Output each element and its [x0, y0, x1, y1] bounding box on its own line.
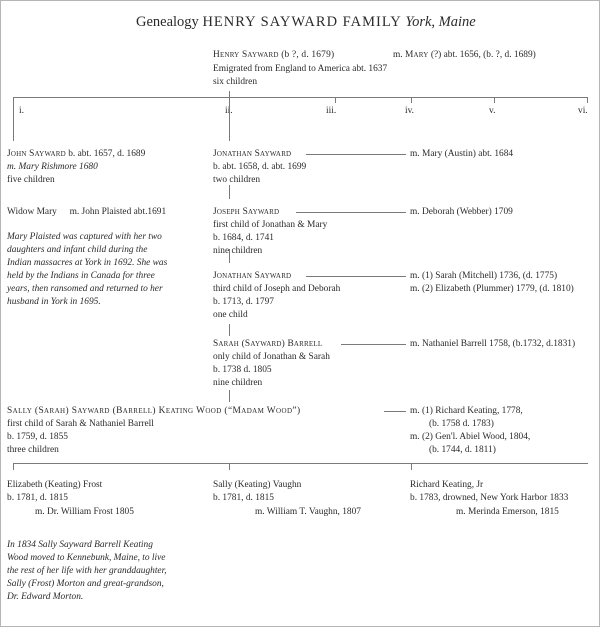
story-line: held by the Indians in Canada for three — [7, 271, 155, 281]
jonathan1-dates: b. abt. 1658, d. abt. 1699 — [213, 162, 307, 172]
story-line: Sally (Frost) Morton and great-grandson, — [7, 579, 164, 589]
jonathan2-spouse1: m. (1) Sarah (Mitchell) 1736, (d. 1775) — [410, 271, 558, 281]
gen-label: ii. — [225, 106, 233, 116]
widow-line — [7, 206, 166, 218]
lineage-connector — [229, 103, 230, 141]
sally-spouse1: m. (1) Richard Keating, 1778, — [410, 406, 523, 416]
richard-dates: b. 1783, drowned, New York Harbor 1833 — [410, 493, 569, 503]
sallyv-name: Sally (Keating) Vaughn — [213, 480, 302, 490]
sally-children: three children — [7, 445, 59, 455]
joseph-children: nine children — [213, 246, 263, 256]
gen-label: vi. — [578, 106, 588, 116]
sarah-marriage-line — [341, 344, 406, 345]
story-line: the rest of her life with her granddaughter, — [7, 566, 167, 576]
gen-label: iii. — [326, 106, 337, 116]
joseph-marriage-line — [296, 212, 406, 213]
widow-marriage: m. John Plaisted abt.1691 — [69, 207, 167, 217]
sally-spouse2-dates: (b. 1744, d. 1811) — [429, 445, 496, 455]
jonathan1-children: two children — [213, 175, 261, 185]
widow-label: Widow Mary — [7, 207, 57, 217]
gen-label: v. — [489, 106, 496, 116]
joseph-name: Joseph Sayward — [213, 207, 280, 217]
sarah-name: Sarah (Sayward) Barrell — [213, 339, 323, 349]
gen-tick — [587, 97, 588, 103]
joseph-parentage: first child of Jonathan & Mary — [213, 220, 328, 230]
jonathan2-name: Jonathan Sayward — [213, 271, 292, 281]
john-marriage: m. Mary Rishmore 1680 — [7, 162, 98, 172]
elizabeth-name: Elizabeth (Keating) Frost — [7, 480, 103, 490]
jonathan1-name: Jonathan Sayward — [213, 149, 292, 159]
henry-dates: (b ?, d. 1679) — [281, 50, 335, 60]
sarah-spouse: m. Nathaniel Barrell 1758, (b.1732, d.1831) — [410, 339, 576, 349]
jonathan1-spouse: m. Mary (Austin) abt. 1684 — [410, 149, 514, 159]
jonathan2-spouse2: m. (2) Elizabeth (Plummer) 1779, (d. 1810) — [410, 284, 574, 294]
sally-spouse1-dates: (b. 1758 d. 1783) — [429, 419, 494, 429]
sarah-children: nine children — [213, 378, 263, 388]
sarah-parentage: only child of Jonathan & Sarah — [213, 352, 330, 362]
sally-name: Sally (Sarah) Sayward (Barrell) Keating Wood (“Madam Wood”) — [7, 406, 301, 416]
lineage-connector — [229, 185, 230, 199]
john-name: John Sayward — [7, 149, 66, 159]
sally-parentage: first child of Sarah & Nathaniel Barrell — [7, 419, 154, 429]
jonathan2-parentage: third child of Joseph and Deborah — [213, 284, 341, 294]
john-children: five children — [7, 175, 55, 185]
richard-name: Richard Keating, Jr — [410, 480, 484, 490]
joseph-dates: b. 1684, d. 1741 — [213, 233, 274, 243]
henry-children: six children — [213, 77, 258, 87]
sallyv-spouse: m. William T. Vaughn, 1807 — [255, 507, 361, 517]
generation-rule — [13, 97, 588, 98]
henry-spouse-line — [393, 49, 536, 61]
sallyv-dates: b. 1781, d. 1815 — [213, 493, 274, 503]
story-line: daughters and infant child during the — [7, 245, 148, 255]
henry-emigration: Emigrated from England to America abt. 1637 — [213, 64, 388, 74]
henry-name-line — [213, 49, 334, 61]
sally-dates: b. 1759, d. 1855 — [7, 432, 68, 442]
child-tick — [13, 463, 14, 470]
jonathan2-dates: b. 1713, d. 1797 — [213, 297, 274, 307]
chart-title — [136, 13, 476, 31]
sally-spouse2: m. (2) Gen'l. Abiel Wood, 1804, — [410, 432, 531, 442]
story-line: Wood moved to Kennebunk, Maine, to live — [7, 553, 166, 563]
children-rule — [13, 463, 588, 464]
elizabeth-spouse: m. Dr. William Frost 1805 — [35, 507, 134, 517]
gen-label: i. — [19, 106, 24, 116]
story-line: husband in York in 1695. — [7, 297, 101, 307]
gen-tick — [411, 97, 412, 103]
sally-marriage-line — [384, 411, 406, 412]
jonathan1-marriage-line — [306, 154, 406, 155]
henry-spouse-prefix: m. — [393, 50, 403, 60]
gen-tick — [494, 97, 495, 103]
lineage-connector — [229, 324, 230, 336]
story-line: Indian massacres at York in 1692. She was — [7, 258, 168, 268]
child-tick — [229, 463, 230, 470]
sarah-dates: b. 1738 d. 1805 — [213, 365, 272, 375]
jonathan2-marriage-line — [306, 276, 406, 277]
story-line: In 1834 Sally Sayward Barrell Keating — [7, 540, 153, 550]
joseph-spouse: m. Deborah (Webber) 1709 — [410, 207, 513, 217]
story-line: Mary Plaisted was captured with her two — [7, 232, 162, 242]
richard-spouse: m. Merinda Emerson, 1815 — [456, 507, 559, 517]
lineage-connector — [229, 390, 230, 402]
elizabeth-dates: b. 1781, d. 1815 — [7, 493, 68, 503]
john-dates: b. abt. 1657, d. 1689 — [68, 149, 146, 159]
jonathan2-children: one child — [213, 310, 248, 320]
title-prefix: Genealogy — [136, 14, 199, 30]
title-place: York, Maine — [405, 14, 476, 30]
gen-tick — [335, 97, 336, 103]
gen-label: iv. — [405, 106, 415, 116]
henry-name: Henry Sayward — [213, 50, 279, 60]
story-line: Dr. Edward Morton. — [7, 592, 84, 602]
title-family: HENRY SAYWARD FAMILY — [202, 14, 402, 30]
john-connector — [13, 103, 14, 141]
john-name-line — [7, 148, 145, 160]
henry-spouse-name: Mary — [404, 50, 429, 60]
story-line: years, then ransomed and returned to her — [7, 284, 163, 294]
child-tick — [411, 463, 412, 470]
henry-spouse-dates: (?) abt. 1656, (b. ?, d. 1689) — [430, 50, 536, 60]
